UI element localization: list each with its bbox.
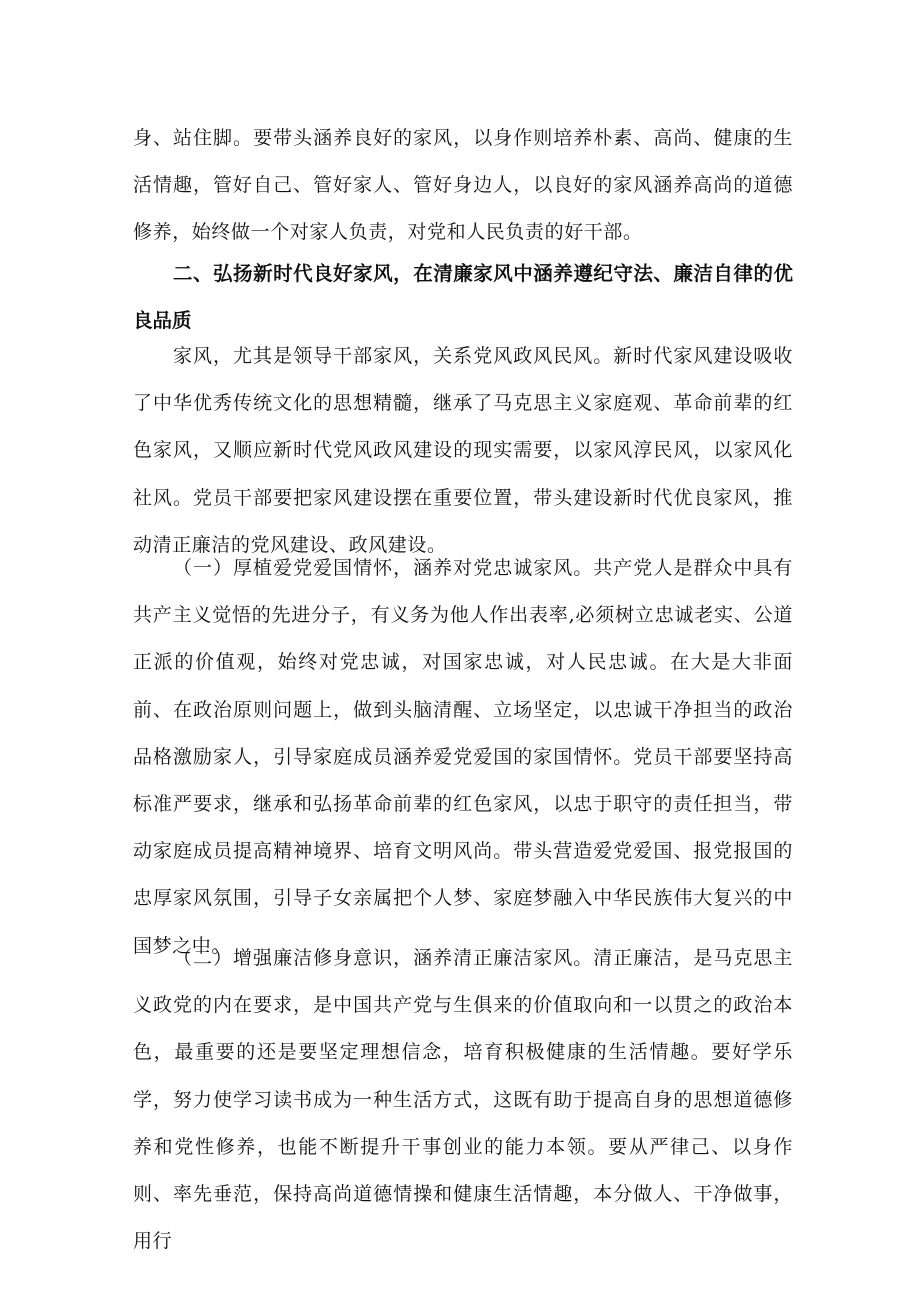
- paragraph-integrity: （二）增强廉洁修身意识，涵养清正廉洁家风。清正廉洁，是马克思主义政党的内在要求，是中国共产党与生俱来的价值取向和一以贯之的政治本色，最重要的还是要坚定理想信念，培育积极健康的生活情趣。要好学乐学，努力使学习读书成为一种生活方式，这既有助于提高自身的思想道德修养和党性修养，也能不断提升干事创业的能力本领。要从严律己、以身作则、率先垂范，保持高尚道德情操和健康生活情趣，本分做人、干净做事，用行: [133, 947, 793, 1253]
- section-heading: 二、弘扬新时代良好家风，在清廉家风中涵养遵纪守法、廉洁自律的优良品质: [133, 262, 793, 333]
- paragraph-loyalty: （一）厚植爱党爱国情怀，涵养对党忠诚家风。共产党人是群众中具有共产主义觉悟的先进分子，有义务为他人作出表率,必须树立忠诚老实、公道正派的价值观，始终对党忠诚，对国家忠诚，对人民忠诚。在大是大非面前、在政治原则问题上，做到头脑清醒、立场坚定，以忠诚干净担当的政治品格激励家人，引导家庭成员涵养爱党爱国的家国情怀。党员干部要坚持高标准严要求，继承和弘扬革命前辈的红色家风，以忠于职守的责任担当，带动家庭成员提高精神境界、培育文明风尚。带头营造爱党爱国、报党报国的忠厚家风氛围，引导子女亲属把个人梦、家庭梦融入中华民族伟大复兴的中国梦之中。: [133, 557, 793, 957]
- paragraph-continuation: 身、站住脚。要带头涵养良好的家风，以身作则培养朴素、高尚、健康的生活情趣，管好自己、管好家人、管好身边人，以良好的家风涵养高尚的道德修养，始终做一个对家人负责，对党和人民负责的好干部。: [133, 127, 793, 244]
- paragraph-family-style: 家风，尤其是领导干部家风，关系党风政风民风。新时代家风建设吸收了中华优秀传统文化的思想精髓，继承了马克思主义家庭观、革命前辈的红色家风，又顺应新时代党风政风建设的现实需要，以家风淳民风，以家风化社风。党员干部要把家风建设摆在重要位置，带头建设新时代优良家风，推动清正廉洁的党风建设、政风建设。: [133, 345, 793, 556]
